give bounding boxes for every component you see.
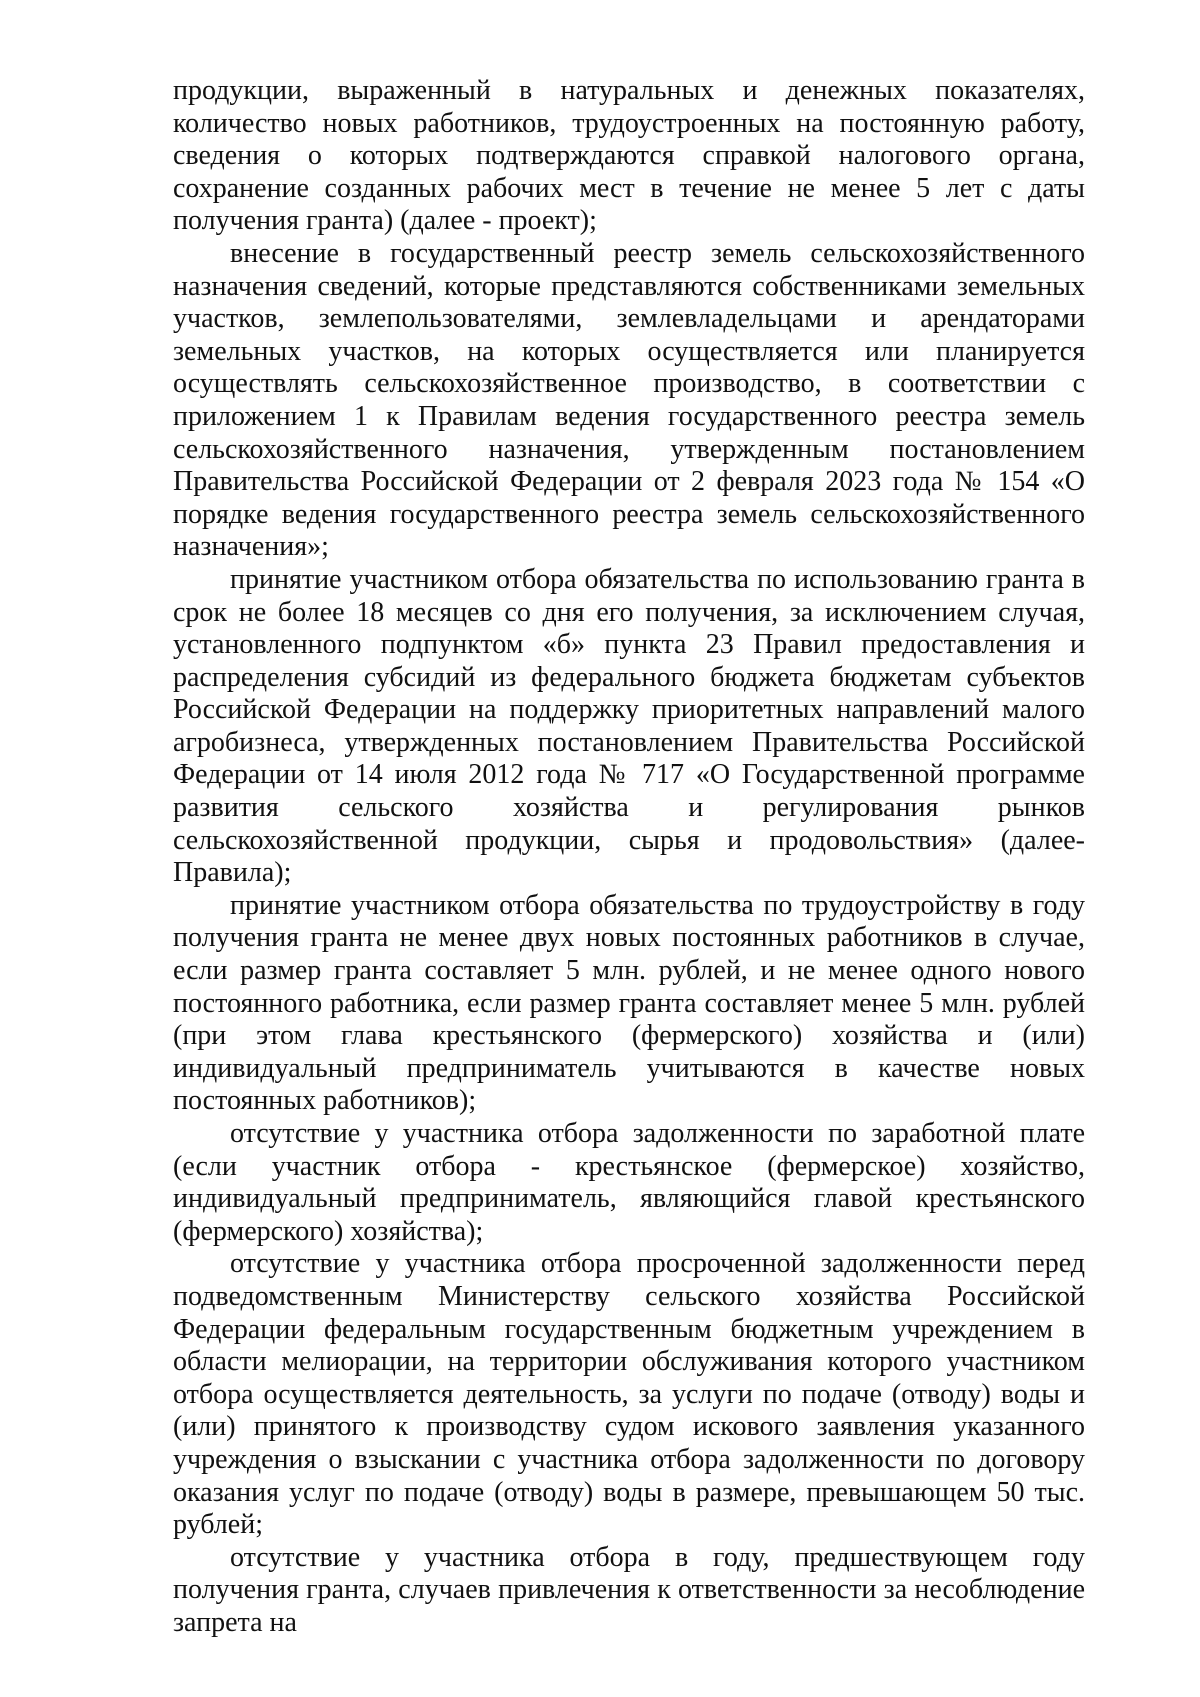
paragraph-employment-obligation: принятие участником отбора обязательства по трудоустройству в году получения гранта не менее двух новых постоянных работников в случае, если размер гранта составляет 5 млн. рублей, и не менее одного нового постоянного работника, если размер гранта составляет менее 5 млн. рублей (при этом глава крестьянского (фермерского) хозяйства и (или) индивидуальный предприниматель учитываются в качестве новых постоянных работников); bbox=[173, 889, 1085, 1117]
paragraph-land-registry: внесение в государственный реестр земель сельскохозяйственного назначения сведений, которые представляются собственниками земельных участков, землепользователями, землевладельцами и арендаторами земельных участков, на которых осуществляется или планируется осуществлять сельскохозяйственное производство, в соответствии с приложением 1 к Правилам ведения государственного реестра земель сельскохозяйственного назначения, утвержденным постановлением Правительства Российской Федерации от 2 февраля 2023 года № 154 «О порядке ведения государственного реестра земель сельскохозяйственного назначения»; bbox=[173, 237, 1085, 563]
paragraph-no-melioration-debt: отсутствие у участника отбора просроченной задолженности перед подведомственным Министерству сельского хозяйства Российской Федерации федеральным государственным бюджетным учреждением в области мелиорации, на территории обслуживания которого участником отбора осуществляется деятельность, за услуги по подаче (отводу) воды и (или) принятого к производству судом искового заявления указанного учреждения о взыскании с участника отбора задолженности по договору оказания услуг по подаче (отводу) воды в размере, превышающем 50 тыс. рублей; bbox=[173, 1248, 1085, 1541]
paragraph-no-wage-debt: отсутствие у участника отбора задолженности по заработной плате (если участник отбора - крестьянское (фермерское) хозяйство, индивидуальный предприниматель, являющийся главой крестьянского (фермерского) хозяйства); bbox=[173, 1118, 1085, 1247]
paragraph-grant-usage-obligation: принятие участником отбора обязательства по использованию гранта в срок не более 18 месяцев со дня его получения, за исключением случая, установленного подпунктом «б» пункта 23 Правил предоставления и распределения субсидий из федерального бюджета бюджетам субъектов Российской Федерации на поддержку приоритетных направлений малого агробизнеса, утвержденных постановлением Правительства Российской Федерации от 14 июля 2012 года № 717 «О Государственной программе развития сельского хозяйства и регулирования рынков сельскохозяйственной продукции, сырья и продовольствия» (далее-Правила); bbox=[173, 563, 1085, 889]
paragraph-project-continuation: продукции, выраженный в натуральных и денежных показателях, количество новых работников, трудоустроенных на постоянную работу, сведения о которых подтверждаются справкой налогового органа, сохранение созданных рабочих мест в течение не менее 5 лет с даты получения гранта) (далее - проект); bbox=[173, 75, 1085, 237]
paragraph-no-liability-cases: отсутствие у участника отбора в году, предшествующем году получения гранта, случаев привлечения к ответственности за несоблюдение запрета на bbox=[173, 1541, 1085, 1638]
document-page bbox=[173, 75, 1085, 1640]
